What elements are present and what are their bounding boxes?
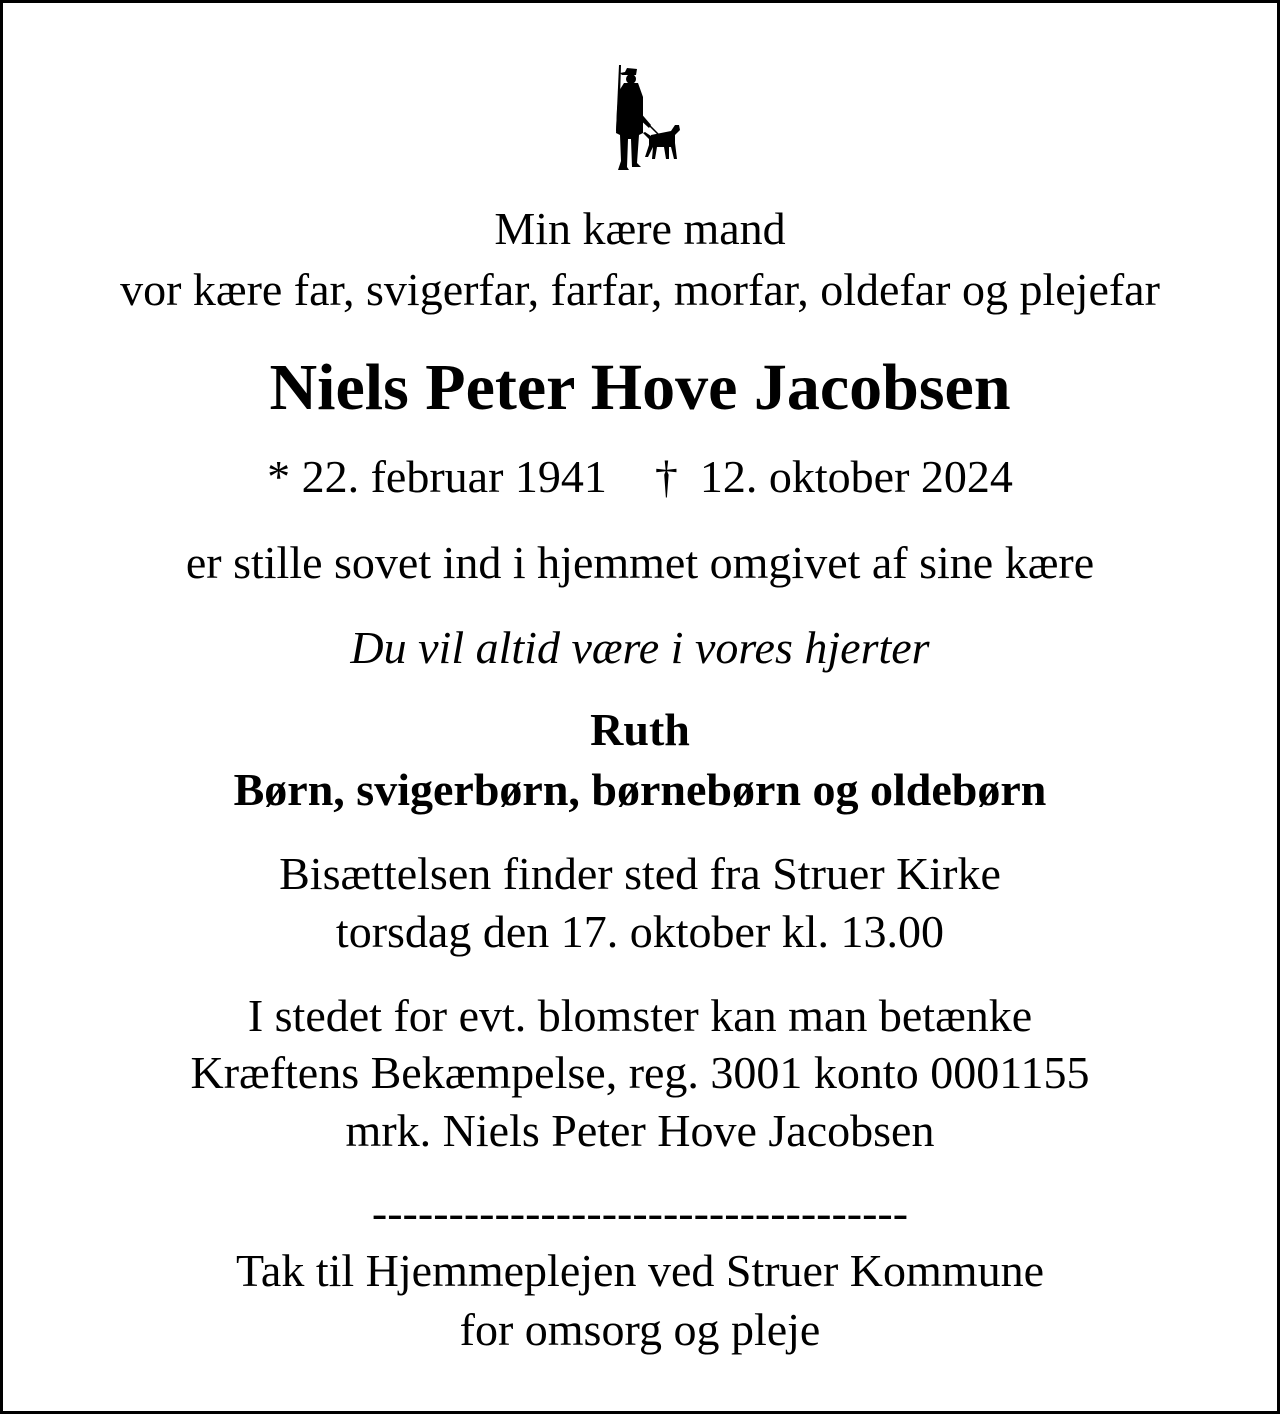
death-date: 12. oktober 2024 xyxy=(699,451,1013,502)
mourner-family: Børn, svigerbørn, børnebørn og oldebørn xyxy=(233,764,1047,815)
thanks-line-1: Tak til Hjemmeplejen ved Struer Kommune xyxy=(236,1245,1044,1296)
funeral-datetime: torsdag den 17. oktober kl. 13.00 xyxy=(335,906,945,957)
funeral-location: Bisættelsen finder sted fra Struer Kirke xyxy=(279,848,1001,899)
life-dates xyxy=(3,451,1277,502)
memorial-quote: Du vil altid være i vores hjerter xyxy=(350,622,930,673)
deceased-name: Niels Peter Hove Jacobsen xyxy=(269,351,1011,424)
born-symbol: * xyxy=(267,451,291,502)
birth-date: 22. februar 1941 xyxy=(301,451,607,502)
donation-line-2: Kræftens Bekæmpelse, reg. 3001 konto 0001155 xyxy=(190,1047,1090,1098)
hunter-with-dog-icon xyxy=(607,63,681,173)
intro-line-1: Min kære mand xyxy=(494,203,786,254)
intro-line-2: vor kære far, svigerfar, farfar, morfar, oldefar og plejefar xyxy=(120,264,1160,315)
thanks-line-2: for omsorg og pleje xyxy=(459,1304,821,1355)
death-symbol: † xyxy=(654,451,678,502)
separator: ----------------------------------- xyxy=(371,1187,909,1238)
donation-line-3: mrk. Niels Peter Hove Jacobsen xyxy=(345,1105,935,1156)
donation-line-1: I stedet for evt. blomster kan man betænke xyxy=(247,990,1033,1041)
passing-text: er stille sovet ind i hjemmet omgivet af sine kære xyxy=(185,537,1095,588)
mourner-primary: Ruth xyxy=(590,704,690,755)
